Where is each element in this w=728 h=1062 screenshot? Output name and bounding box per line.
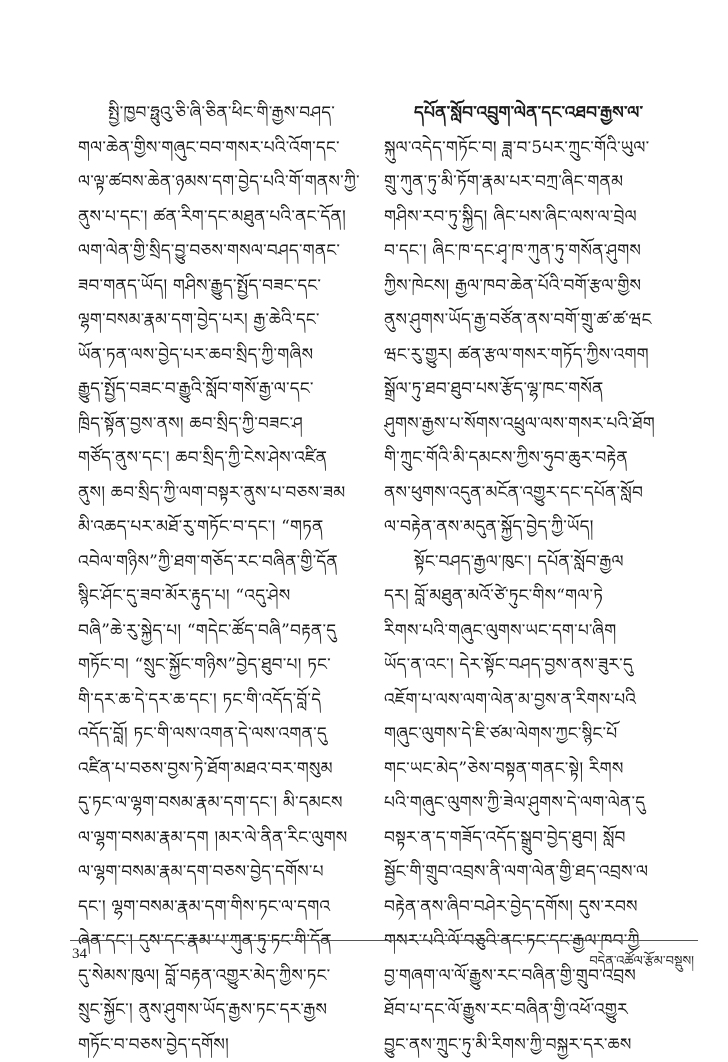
text-line: ལག་ལེན་གྱི་སྲིད་བྱུ་བཅས་གསལ་བཤད་གནང་ xyxy=(78,234,380,269)
text-line: སྤྱི་ཁྱབ་ཧྥུའུ་ཅི་ཞི་ཅིན་ཕིང་གི་རྒྱས་བཤད་ xyxy=(78,96,380,131)
text-line: སྙིང་ཤོང་དུ་ཟབ་མོར་རྟུད་པ། “འདུ་ཤེས xyxy=(78,579,380,614)
text-line: ཡོད་ན་འང་། དེར་སྟོང་བཤད་བྱས་ནས་ཟུར་དུ xyxy=(384,648,686,683)
text-line: གཙོད་ནུས་དང་། ཆབ་སྲིད་ཀྱི་ངེས་ཤེས་འཛིན xyxy=(78,441,380,476)
text-line: དུ་ཏང་ལ་ལྷག་བསམ་རྣམ་དག་དང་། མི་དམངས xyxy=(78,786,380,821)
text-line: གཞུང་ལུགས་དེ་ཇི་ཙམ་ལེགས་ཀྱང་སྙིང་པོ xyxy=(384,717,686,752)
text-line: འཛིན་པ་བཅས་བྱས་ཏེ་ཐོག་མཐའ་བར་གསུམ xyxy=(78,752,380,787)
text-line: གང་ཡང་མེད”ཅེས་བསྟན་གནང་སྟེ། རིགས xyxy=(384,752,686,787)
text-line: སྒྲོལ་ཏུ་ཐབ་ཐུབ་པས་རྩོད་ལྷ་ཁང་གསོན xyxy=(384,372,686,407)
text-line: ལ་བརྟེན་ནས་མདུན་སྐྱོད་བྱེད་ཀྱི་ཡོད། xyxy=(384,510,686,545)
text-line: སྲུང་སྐྱོང་། ནུས་ཤུགས་ཡོད་རྒྱས་ཏང་དར་རྒྱས xyxy=(78,993,380,1028)
footer-divider xyxy=(70,940,698,941)
text-line: གསར་པའི་ལོ་བཅུའི་ནང་ཏང་དང་རྒྱལ་ཁབ་ཀྱི xyxy=(384,924,686,959)
text-line: གལ་ཆེན་གྱིས་གཞུང་བབ་གསར་པའི་འོག་དང་ xyxy=(78,131,380,166)
page-number: 34 xyxy=(72,946,87,963)
text-line: ལ་ལྷག་བསམ་རྣམ་དག་བཅས་བྱེད་དགོས་པ xyxy=(78,855,380,890)
text-line: བྱ་གཞག་ལ་ལོ་རྒྱུས་རང་བཞིན་གྱི་གྲུབ་འབྲས xyxy=(384,959,686,994)
text-line: ལྷག་བསམ་རྣམ་དག་བྱེད་པར། རྒྱ་ཆེའི་དང་ xyxy=(78,303,380,338)
right-text-column xyxy=(384,96,686,1062)
text-line: བྱུང་ནས་ཀྲུང་ཏུ་མི་རིགས་ཀྱི་བསྐྱར་དར་ཆས xyxy=(384,1028,686,1062)
running-title: བདེན་འཚོལ་རྩོམ་བསྡུས། xyxy=(589,946,694,983)
text-line: ལ་ལྷག་བསམ་རྣམ་དག །མར་ལེ་ནིན་རིང་ལུགས xyxy=(78,821,380,856)
text-line: དར། བློ་མཐུན་མའོ་ཙེ་ཏུང་གིས“གལ་ཏེ xyxy=(384,579,686,614)
text-line: ནུས་པ་དང་། ཚན་རིག་དང་མཐུན་པའི་ནང་དོན། xyxy=(78,200,380,235)
left-text-column xyxy=(78,96,380,1062)
text-line: ཤུགས་རྒྱས་པ་སོགས་འཕྲུལ་ལས་གསར་པའི་ཐོག xyxy=(384,407,686,442)
text-line: གྲུ་ཀུན་ཏུ་མི་ཏོག་རྣམ་པར་བཀྲ་ཞིང་གནམ xyxy=(384,165,686,200)
text-line: གཏོང་བ། “སྲུང་སྐྱོང་གཉིས”བྱེད་ཐུབ་པ། ཏང་ xyxy=(78,648,380,683)
text-line: རིགས་པའི་གཞུང་ལུགས་ཡང་དག་པ་ཞིག xyxy=(384,614,686,649)
text-line: ཝང་རུ་གྱུར། ཚན་རྩལ་གསར་གཏོད་ཀྱིས་འགག xyxy=(384,338,686,373)
text-line: གཤིས་རབ་ཏུ་སྐྱིད། ཞིང་པས་ཞིང་ལས་ལ་བྲེལ xyxy=(384,200,686,235)
text-line: ལ་ལྟ་ཚབས་ཆེན་ཉམས་དག་བྱེད་པའི་གོ་གནས་ཀྱི་ xyxy=(78,165,380,200)
text-line: ཟབ་གནད་ཡོད། གཤིས་རྒྱུད་སྤྱོད་བཟང་དང་ xyxy=(78,269,380,304)
text-line: མི་འཆད་པར་མཐོ་རུ་གཏོང་བ་དང་། “གཏན xyxy=(78,510,380,545)
text-line: འདོད་བློ། ཏང་གི་ལས་འགན་དེ་ལས་འགན་དུ xyxy=(78,717,380,752)
section-heading: དཔོན་སློབ་འབྲུག་ལེན་དང་འཐབ་རྒྱས་ལ་ xyxy=(384,96,686,131)
text-line: ཞེན་དང་། དུས་དང་རྣམ་པ་ཀུན་ཏུ་ཏང་གི་དོན xyxy=(78,924,380,959)
text-line: དང་། ལྷག་བསམ་རྣམ་དག་གིས་ཏང་ལ་དགའ xyxy=(78,890,380,925)
text-line: ཀྱིས་ཁེངས། རྒྱལ་ཁབ་ཆེན་པོའི་བགོ་རྩལ་གྱིས xyxy=(384,269,686,304)
text-line: དུ་སེམས་ཁུལ། བློ་བརྟན་འགྱུར་མེད་ཀྱིས་ཏང་ xyxy=(78,959,380,994)
text-line: གི་དར་ཆ་དེ་དར་ཆ་དང་། ཏང་གི་འདོད་བློ་དེ xyxy=(78,683,380,718)
text-line: སྟོང་བཤད་རྒྱལ་ཁུང་། དཔོན་སློབ་རྒྱལ xyxy=(384,545,686,580)
text-line: པའི་གཞུང་ལུགས་ཀྱི་ཟེལ་ཤུགས་དེ་ལག་ལེན་དུ xyxy=(384,786,686,821)
text-line: བཞི”ཆེ་རུ་སྐྱེད་པ། “གདེང་ཚོད་བཞི”བརྟན་དུ xyxy=(78,614,380,649)
text-line: གཏོང་བ་བཅས་བྱེད་དགོས། xyxy=(78,1028,380,1062)
text-line: ཐོབ་པ་དང་ལོ་རྒྱུས་རང་བཞིན་གྱི་འཕོ་འགྱུར xyxy=(384,993,686,1028)
text-line: ནུས་ཤུགས་ཡོད་རྒྱ་བཙོན་ནས་བགོ་གྲུ་ཚ་ཚ་ཝང xyxy=(384,303,686,338)
text-line: སྦྱོང་གི་གྲུབ་འབྲས་ནི་ལག་ལེན་གྱི་ཐད་འབྲས་ལ xyxy=(384,855,686,890)
text-line: འབེལ་གཉིས”ཀྱི་ཐག་གཅོད་རང་བཞིན་གྱི་དོན xyxy=(78,545,380,580)
text-line: ནས་ཕུགས་འདུན་མངོན་འགྱུར་དང་དཔོན་སློབ xyxy=(384,476,686,511)
text-line: བསྟར་ན་ད་གཟོད་འདོད་སྒྲུབ་བྱེད་ཐུབ། སློབ xyxy=(384,821,686,856)
text-line: རྒྱུད་སྤྱོད་བཟང་བ་རྒྱུའི་སློབ་གསོ་རྒྱ་ལ་དང་ xyxy=(78,372,380,407)
text-line: ནུས། ཆབ་སྲིད་ཀྱི་ལག་བསྟར་ནུས་པ་བཅས་ཟམ xyxy=(78,476,380,511)
text-line: བ་དང་། ཞིང་ཁ་དང་ཤྭ་ཁ་ཀུན་ཏུ་གསོན་ཤུགས xyxy=(384,234,686,269)
text-line: ཡོན་ཏན་ལས་བྱེད་པར་ཆབ་སྲིད་ཀྱི་གཞིས xyxy=(78,338,380,373)
text-line: བརྟེན་ནས་ཞིབ་བཤེར་བྱེད་དགོས། དུས་རབས xyxy=(384,890,686,925)
text-line: སྐུལ་འདེད་གཏོང་བ། ཟླ་བ་5པར་ཀྲུང་གོའི་ཡུལ་ xyxy=(384,131,686,166)
text-line: གི་ཀྲུང་གོའི་མི་དམངས་ཀྱིས་ཧུབ་ཆུར་བརྟེན xyxy=(384,441,686,476)
text-line: འཇོག་པ་ལས་ལག་ལེན་མ་བྱས་ན་རིགས་པའི xyxy=(384,683,686,718)
text-line: ཁྲིད་སྟོན་བྱས་ནས། ཆབ་སྲིད་ཀྱི་བཟང་ཤ xyxy=(78,407,380,442)
